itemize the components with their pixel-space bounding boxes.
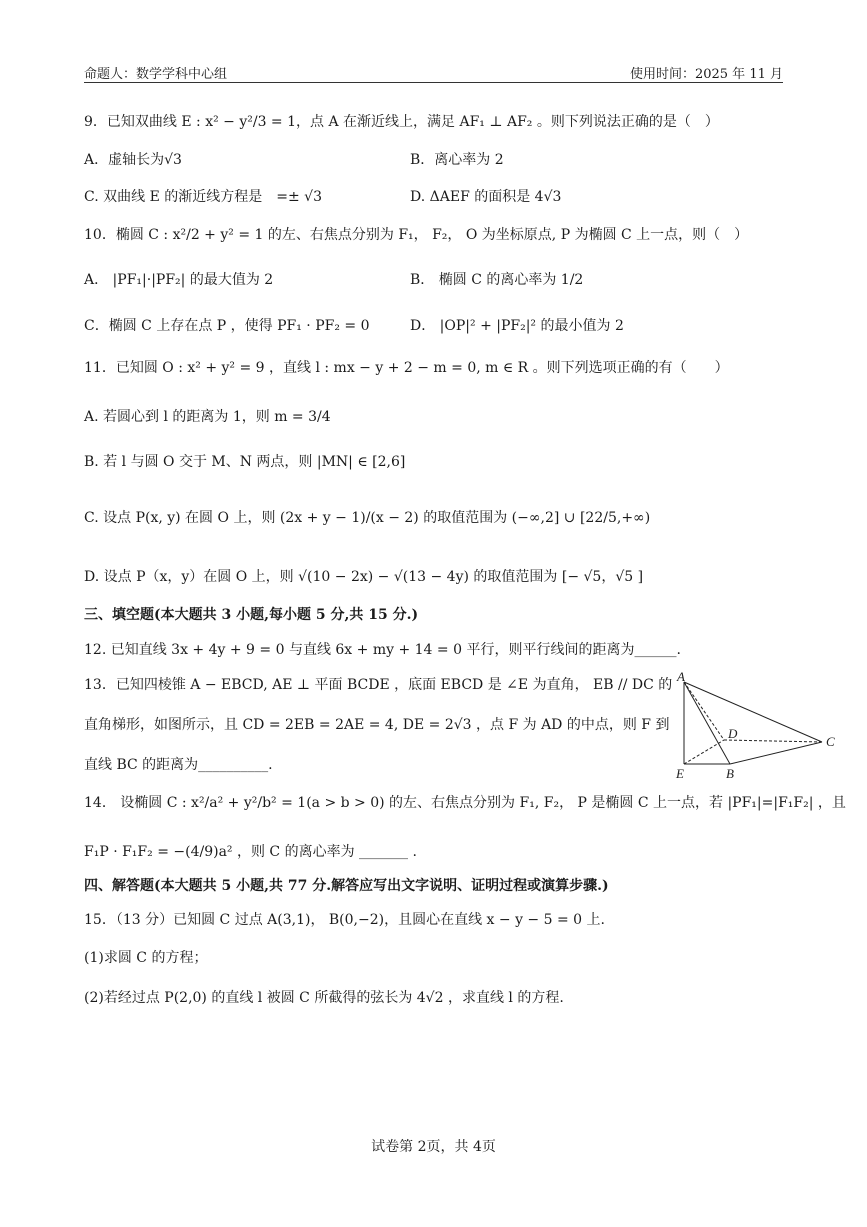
q10-option-a: A． |PF₁|·|PF₂| 的最大值为 2 (84, 272, 274, 288)
q15-part2: (2)若经过点 P(2,0) 的直线 l 被圆 C 所截得的弦长为 4√2 ，求直线 l 的方程. (84, 990, 564, 1006)
q11-option-d: D. 设点 P（x，y）在圆 O 上，则 √(10 − 2x) − √(13 − 4y) 的取值范围为 [− √5，√5 ] (84, 569, 644, 585)
q10-option-c: C．椭圆 C 上存在点 P ，使得 PF₁ · PF₂ = 0 (84, 318, 370, 334)
q14-line1: 14． 设椭圆 C : x²/a² + y²/b² = 1(a > b > 0) 的左、右焦点分别为 F₁, F₂， P 是椭圆 C 上一点，若 |PF₁|=|F₁F₂| ，且 (84, 795, 846, 811)
q11-option-b: B. 若 l 与圆 O 交于 M、N 两点，则 |MN| ∈ [2,6] (84, 454, 406, 470)
section4-heading: 四、解答题(本大题共 5 小题,共 77 分.解答应写出文字说明、证明过程或演算步骤.) (84, 878, 609, 894)
q15-part1: (1)求圆 C 的方程； (84, 950, 208, 966)
label-d: D (728, 726, 738, 741)
q9-option-a: A．虚轴长为√3 (84, 152, 182, 168)
page-header (84, 63, 783, 83)
q10-stem: 10．椭圆 C : x²/2 + y² = 1 的左、右焦点分别为 F₁， F₂， O 为坐标原点, P 为椭圆 C 上一点，则（ ） (84, 227, 749, 243)
header-rule (84, 82, 783, 83)
q13-line1: 13．已知四棱锥 A − EBCD, AE ⊥ 平面 BCDE ，底面 EBCD 是 ∠E 为直角， EB // DC 的 (84, 677, 673, 693)
label-e: E (676, 766, 684, 781)
label-a: A (677, 669, 685, 684)
q9-option-d: D. ΔAEF 的面积是 4√3 (410, 189, 562, 205)
page-footer: 试卷第 2页，共 4页 (371, 1139, 496, 1155)
q13-line3: 直线 BC 的距离为__________. (84, 757, 273, 773)
q9-option-b: B．离心率为 2 (410, 152, 504, 168)
q11-option-a: A. 若圆心到 l 的距离为 1，则 m = 3/4 (84, 409, 331, 425)
label-c: C (826, 734, 835, 749)
q10-option-d: D． |OP|² + |PF₂|² 的最小值为 2 (410, 318, 624, 334)
edge-dc (724, 740, 822, 742)
q15-stem: 15．（13 分）已知圆 C 过点 A(3,1)， B(0,−2)，且圆心在直线 x − y − 5 = 0 上. (84, 912, 605, 928)
header-date: 使用时间：2025 年 11 月 (629, 67, 783, 82)
q9-option-c: C. 双曲线 E 的渐近线方程是 =± √3 (84, 189, 322, 205)
header-author: 命题人：数学学科中心组 (84, 67, 228, 82)
edge-bc (730, 742, 822, 764)
section3-heading: 三、填空题(本大题共 3 小题,每小题 5 分,共 15 分.) (84, 607, 419, 623)
q11-stem: 11．已知圆 O : x² + y² = 9 ，直线 l : mx − y + 2 − m = 0, m ∈ R 。则下列选项正确的有（ ） (84, 360, 729, 376)
q10-option-b: B． 椭圆 C 的离心率为 1/2 (410, 272, 584, 288)
q9-stem: 9．已知双曲线 E : x² − y²/3 = 1，点 A 在渐近线上，满足 AF₁ ⊥ AF₂ 。则下列说法正确的是（ ） (84, 114, 719, 130)
pyramid-figure (668, 668, 844, 786)
q12: 12. 已知直线 3x + 4y + 9 = 0 与直线 6x + my + 14 = 0 平行，则平行线间的距离为______. (84, 642, 681, 658)
q11-option-c: C. 设点 P(x, y) 在圆 O 上，则 (2x + y − 1)/(x − 2) 的取值范围为 (−∞,2] ∪ [22/5,+∞) (84, 510, 651, 526)
edge-ab (684, 682, 730, 764)
q14-line2: F₁P · F₁F₂ = −(4/9)a² ，则 C 的离心率为 _______ . (84, 844, 417, 860)
label-b: B (726, 766, 734, 781)
q13-line2: 直角梯形，如图所示，且 CD = 2EB = 2AE = 4, DE = 2√3 ，点 F 为 AD 的中点，则 F 到 (84, 717, 670, 733)
